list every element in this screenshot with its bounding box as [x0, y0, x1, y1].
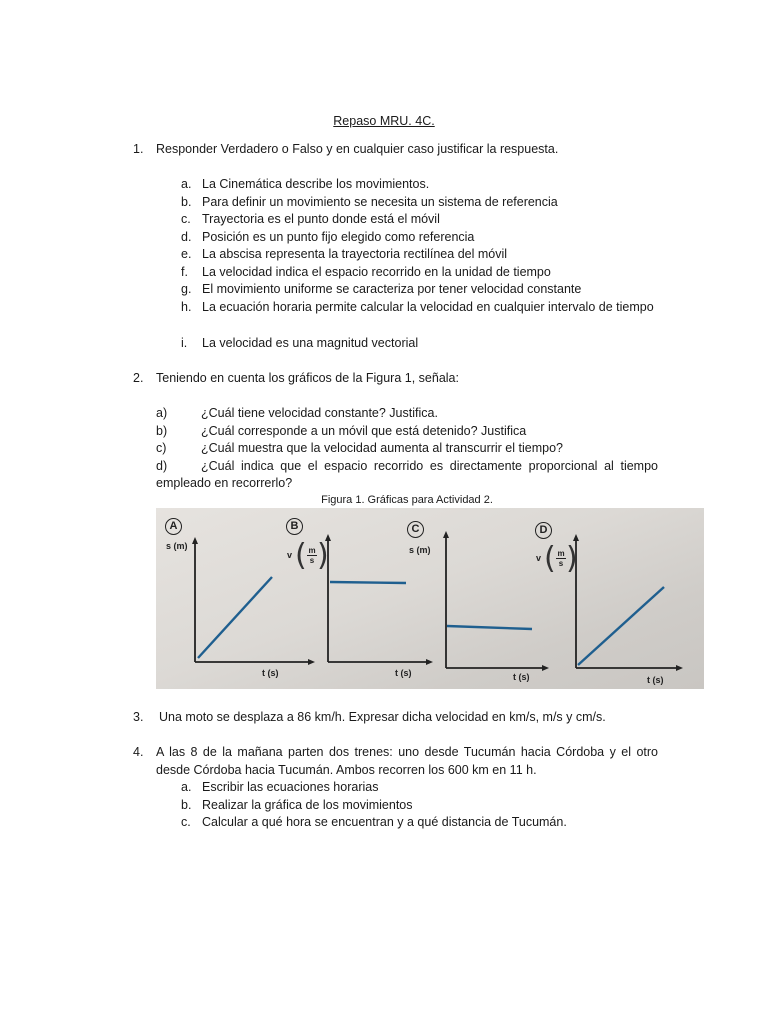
q1-item-text: Trayectoria es el punto donde está el móvil — [202, 212, 440, 226]
graph-a-ylabel: s (m) — [166, 541, 188, 551]
figure-graphs — [156, 508, 704, 689]
figure-caption: Figura 1. Gráficas para Actividad 2. — [321, 494, 493, 506]
graph-a-label: A — [165, 518, 182, 535]
q1-item-text: La velocidad indica el espacio recorrido en la unidad de tiempo — [202, 264, 551, 279]
graph-d-axes — [576, 537, 680, 668]
q4-item-letter: c. — [181, 815, 191, 829]
q2-item-letter: b) — [156, 423, 168, 438]
graph-c-ylabel: s (m) — [409, 545, 431, 555]
q2-continuation: empleado en recorrerlo? — [156, 476, 293, 490]
q2-item-letter: a) — [156, 406, 168, 420]
q1-item-letter: a. — [181, 177, 192, 191]
graph-d-unit-num: m — [557, 549, 565, 558]
q4-text-line1: A las 8 de la mañana parten dos trenes: uno desde Tucumán hacia Córdoba y el otro — [156, 745, 658, 759]
graph-d-line — [578, 587, 664, 665]
q1-item-text: La ecuación horaria permite calcular la velocidad en cualquier intervalo de tiempo — [202, 299, 654, 314]
q1-item-letter: d. — [181, 229, 192, 244]
q1-item-letter: h. — [181, 299, 192, 314]
q1-item-text: La Cinemática describe los movimientos. — [202, 177, 430, 191]
q1-item-letter: f. — [181, 264, 188, 279]
graph-c-label: C — [407, 521, 424, 538]
q1-item-letter: i. — [181, 336, 188, 350]
graph-c-xlabel: t (s) — [513, 672, 530, 682]
graph-d-xlabel: t (s) — [647, 675, 664, 685]
q4-item-text: Realizar la gráfica de los movimientos — [202, 797, 413, 812]
q1-item-letter: b. — [181, 194, 192, 209]
q4-item-letter: b. — [181, 797, 192, 812]
graph-d-label: D — [535, 522, 552, 539]
graph-d-paren-right: ) — [566, 541, 578, 576]
graph-b-unit-num: m — [308, 546, 316, 555]
document-title: Repaso MRU. 4C. — [333, 114, 435, 128]
graph-c-line — [447, 626, 532, 629]
q1-item-text: La velocidad es una magnitud vectorial — [202, 336, 419, 350]
q1-item-text: Posición es un punto fijo elegido como referencia — [202, 229, 475, 244]
q1-item-text: Para definir un movimiento se necesita un sistema de referencia — [202, 194, 558, 209]
q1-item-text: El movimiento uniforme se caracteriza por tener velocidad constante — [202, 282, 582, 296]
graph-b-line — [330, 582, 406, 583]
q2-number: 2. — [133, 371, 144, 385]
graph-b-ylabel: v — [287, 550, 293, 560]
q2-item-text: ¿Cuál tiene velocidad constante? Justifica. — [201, 406, 438, 420]
graph-a-xlabel: t (s) — [262, 668, 279, 678]
graph-b-unit — [307, 546, 317, 565]
q2-item-letter: d) — [156, 458, 168, 473]
graph-a-line — [198, 577, 272, 658]
graph-b-unit-den: s — [309, 556, 315, 565]
graph-c-axes — [446, 534, 546, 668]
q4-text-line2: desde Córdoba hacia Tucumán. Ambos recorren los 600 km en 11 h. — [156, 762, 537, 777]
q3-text: Una moto se desplaza a 86 km/h. Expresar dicha velocidad en km/s, m/s y cm/s. — [159, 710, 606, 724]
q4-item-letter: a. — [181, 780, 192, 794]
q4-number: 4. — [133, 745, 144, 759]
q4-item-text: Calcular a qué hora se encuentran y a qué distancia de Tucumán. — [202, 815, 567, 829]
q4-item-text: Escribir las ecuaciones horarias — [202, 780, 379, 794]
q2-text: Teniendo en cuenta los gráficos de la Figura 1, señala: — [156, 371, 459, 385]
q1-item-letter: e. — [181, 247, 192, 261]
q1-text: Responder Verdadero o Falso y en cualquier caso justificar la respuesta. — [156, 142, 559, 156]
q2-item-text: ¿Cuál indica que el espacio recorrido es directamente proporcional al tiempo — [201, 458, 658, 473]
graph-b-label: B — [286, 518, 303, 535]
graph-b-axes — [328, 537, 430, 662]
q1-number: 1. — [133, 142, 144, 156]
graph-b-paren-left: ( — [295, 538, 307, 573]
q1-item-text: La abscisa representa la trayectoria rectilínea del móvil — [202, 247, 508, 261]
graph-b-xlabel: t (s) — [395, 668, 412, 678]
graph-b-paren-right: ) — [317, 538, 329, 573]
graphs-drawing — [156, 508, 704, 689]
q2-item-letter: c) — [156, 441, 167, 455]
graph-d-ylabel: v — [536, 553, 542, 563]
graph-d-paren-left: ( — [544, 541, 556, 576]
graph-d-unit — [556, 549, 566, 568]
q1-item-letter: c. — [181, 212, 191, 226]
q2-item-text: ¿Cuál corresponde a un móvil que está detenido? Justifica — [201, 423, 527, 438]
q3-number: 3. — [133, 710, 144, 724]
q1-item-letter: g. — [181, 282, 192, 296]
graph-d-unit-den: s — [558, 559, 564, 568]
q2-item-text: ¿Cuál muestra que la velocidad aumenta al transcurrir el tiempo? — [201, 441, 563, 455]
